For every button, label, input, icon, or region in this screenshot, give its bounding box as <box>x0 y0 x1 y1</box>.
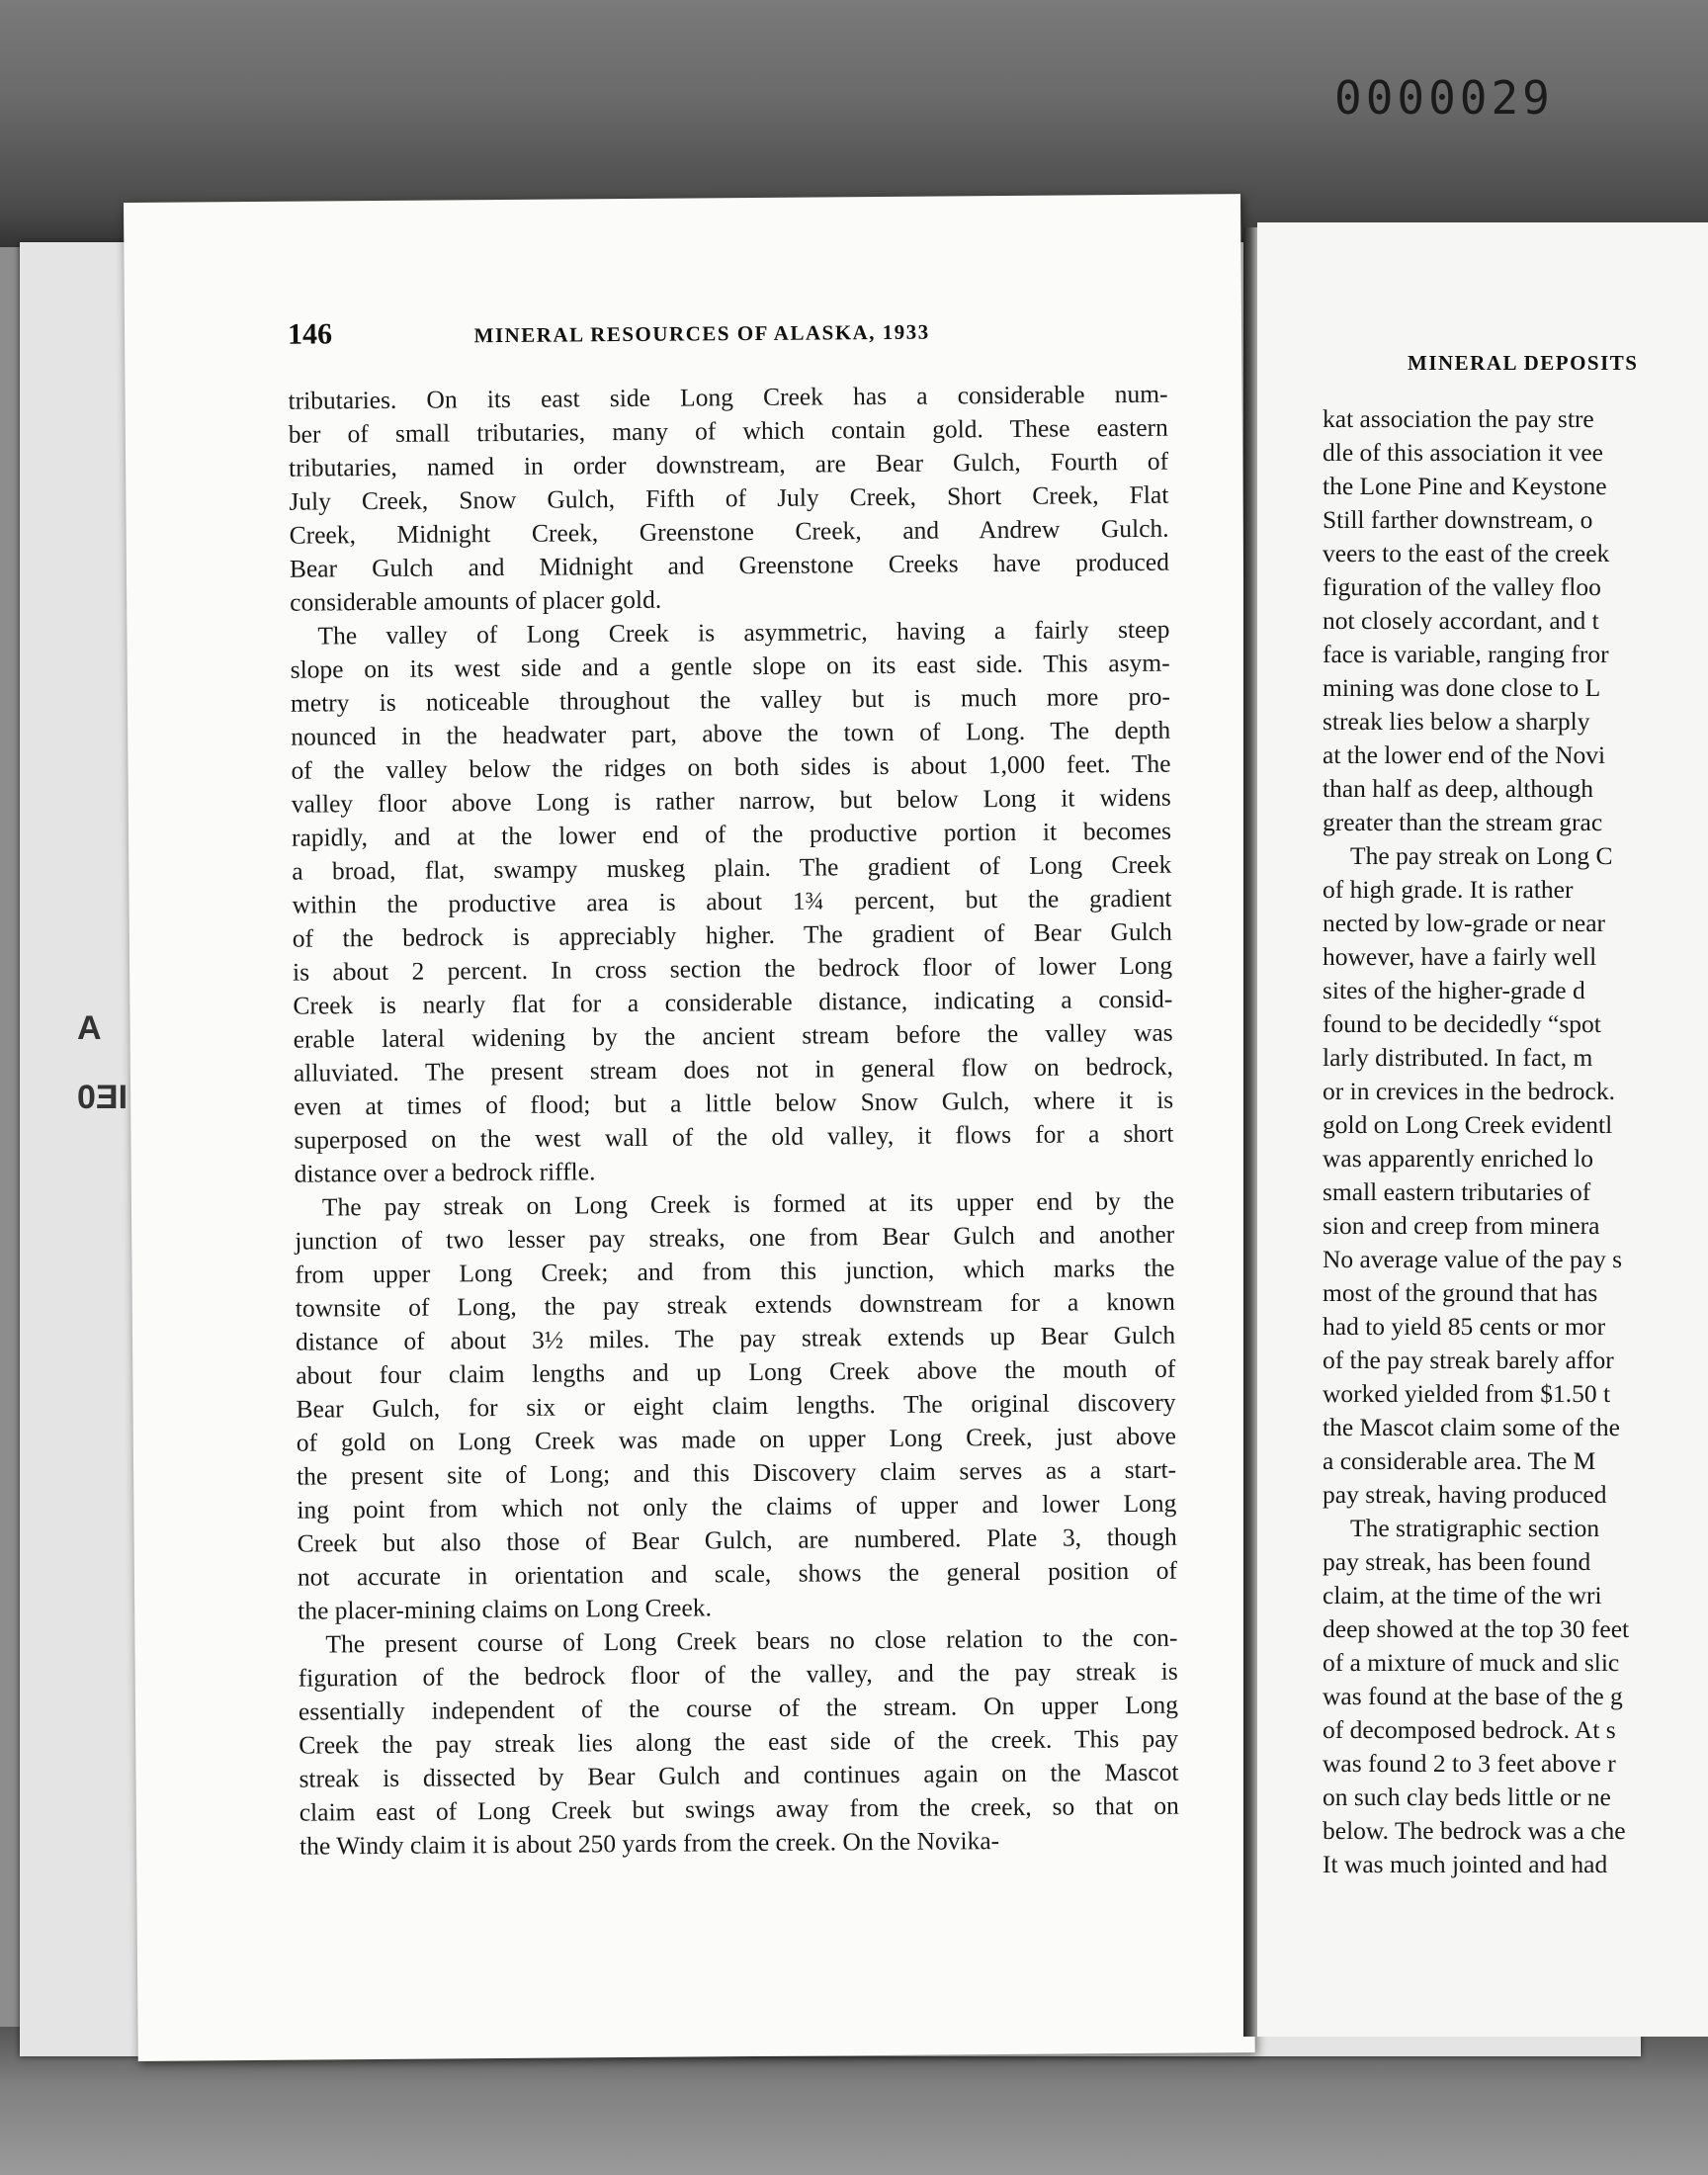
text-line: figuration of the valley floo <box>1323 572 1601 601</box>
text-line: erable lateral widening by the ancient stream before the valley was <box>293 1017 1173 1054</box>
text-line: sites of the higher-grade d <box>1323 976 1585 1004</box>
text-line: at the lower end of the Novi <box>1323 740 1606 769</box>
scan-id-number: 0000029 <box>1334 71 1554 125</box>
text-line: rapidly, and at the lower end of the productive portion it becomes <box>291 816 1172 852</box>
text-line: of a mixture of muck and slic <box>1323 1648 1620 1677</box>
margin-mark: 0ƎI <box>77 1079 128 1116</box>
text-line: even at times of flood; but a little below Snow Gulch, where it is <box>294 1085 1174 1121</box>
text-line: mining was done close to L <box>1323 673 1601 702</box>
text-line: July Creek, Snow Gulch, Fifth of July Creek, Short Creek, Flat <box>289 479 1169 516</box>
text-line: about four claim lengths and up Long Creek above the mouth of <box>296 1353 1176 1390</box>
text-line: on such clay beds little or ne <box>1323 1783 1611 1811</box>
text-line: essentially independent of the course of the stream. On upper Long <box>298 1690 1179 1726</box>
left-running-head: MINERAL RESOURCES OF ALASKA, 1933 <box>473 319 930 348</box>
text-line: It was much jointed and had <box>1323 1850 1608 1878</box>
text-line: sion and creep from minera <box>1323 1211 1600 1240</box>
text-line: or in crevices in the bedrock. <box>1323 1077 1615 1105</box>
paragraph <box>290 613 1174 1191</box>
text-line: Creek the pay streak lies along the east side of the creek. This pay <box>299 1723 1179 1760</box>
text-line: nounced in the headwater part, above the town of Long. The depth <box>291 715 1171 751</box>
text-line: distance of about 3½ miles. The pay streak extends up Bear Gulch <box>295 1320 1176 1356</box>
text-line: Creek is nearly flat for a considerable distance, indicating a consid- <box>293 984 1173 1020</box>
text-line: of the bedrock is appreciably higher. The gradient of Bear Gulch <box>292 916 1172 953</box>
text-line: Creek, Midnight Creek, Greenstone Creek, and Andrew Gulch. <box>289 513 1169 550</box>
text-line: claim, at the time of the wri <box>1323 1581 1602 1610</box>
text-line: metry is noticeable throughout the valley but is much more pro- <box>290 681 1171 718</box>
text-line: of gold on Long Creek was made on upper Long Creek, just above <box>296 1421 1176 1457</box>
right-running-head: MINERAL DEPOSITS <box>1408 351 1639 375</box>
text-line: worked yielded from $1.50 t <box>1323 1379 1611 1408</box>
text-line: found to be decidedly “spot <box>1323 1009 1601 1038</box>
text-line: streak lies below a sharply <box>1323 707 1590 736</box>
left-page <box>124 194 1255 2061</box>
text-line: a broad, flat, swampy muskeg plain. The gradient of Long Creek <box>292 849 1172 886</box>
text-line: small eastern tributaries of <box>1323 1177 1591 1206</box>
text-line: townsite of Long, the pay streak extends downstream for a known <box>295 1286 1175 1323</box>
text-line: of decomposed bedrock. At s <box>1323 1715 1616 1744</box>
text-line: the Lone Pine and Keystone <box>1323 472 1607 500</box>
left-running-head-row <box>288 313 930 352</box>
text-line: Creek but also those of Bear Gulch, are numbered. Plate 3, though <box>297 1522 1177 1558</box>
text-line: of high grade. It is rather <box>1323 875 1574 904</box>
text-line: veers to the east of the creek <box>1323 539 1610 567</box>
text-line: junction of two lesser pay streaks, one from Bear Gulch and another <box>295 1219 1175 1256</box>
text-line: the placer-mining claims on Long Creek. <box>298 1593 712 1625</box>
text-line: nected by low-grade or near <box>1323 909 1606 937</box>
text-line: figuration of the bedrock floor of the valley, and the pay streak is <box>298 1656 1178 1693</box>
text-line: was apparently enriched lo <box>1323 1144 1594 1173</box>
text-line: than half as deep, although <box>1323 774 1594 803</box>
text-line: pay streak, has been found <box>1323 1547 1591 1576</box>
paragraph <box>288 378 1169 620</box>
text-line: pay streak, having produced <box>1323 1480 1607 1509</box>
text-line: The pay streak on Long C <box>1350 841 1613 870</box>
text-line: however, have a fairly well <box>1323 942 1597 971</box>
text-line: of the pay streak barely affor <box>1323 1346 1614 1374</box>
text-line: below. The bedrock was a che <box>1323 1816 1626 1845</box>
right-body-text <box>1323 402 1708 1881</box>
text-line: had to yield 85 cents or mor <box>1323 1312 1606 1341</box>
text-line: Bear Gulch and Midnight and Greenstone Creeks have produced <box>289 547 1169 583</box>
text-line: from upper Long Creek; and from this junction, which marks the <box>295 1253 1175 1289</box>
text-line: not accurate in orientation and scale, shows the general position of <box>297 1555 1178 1592</box>
text-line: Still farther downstream, o <box>1323 505 1593 534</box>
text-line: ber of small tributaries, many of which contain gold. These eastern <box>288 412 1168 449</box>
text-line: is about 2 percent. In cross section the bedrock floor of lower Long <box>293 950 1173 987</box>
text-line: not closely accordant, and t <box>1323 606 1599 635</box>
paragraph <box>298 1621 1179 1864</box>
left-body-text <box>288 378 1179 1864</box>
text-line: larly distributed. In fact, m <box>1323 1043 1593 1072</box>
text-line: The pay streak on Long Creek is formed at its upper end by the <box>321 1185 1175 1222</box>
text-line: valley floor above Long is rather narrow, but below Long it widens <box>291 782 1171 819</box>
text-line: tributaries, named in order downstream, are Bear Gulch, Fourth of <box>288 446 1169 482</box>
text-line: The stratigraphic section <box>1350 1514 1600 1542</box>
text-line: The present course of Long Creek bears no close relation to the con- <box>325 1622 1178 1659</box>
text-line: considerable amounts of placer gold. <box>290 584 662 617</box>
text-line: distance over a bedrock riffle. <box>294 1157 596 1188</box>
text-line: No average value of the pay s <box>1323 1245 1623 1273</box>
margin-mark: A <box>77 1009 102 1047</box>
text-line: the Mascot claim some of the <box>1323 1413 1620 1441</box>
text-line: the present site of Long; and this Discovery claim serves as a start- <box>297 1454 1177 1491</box>
text-line: streak is dissected by Bear Gulch and continues again on the Mascot <box>299 1757 1179 1793</box>
text-line: was found at the base of the g <box>1323 1682 1623 1710</box>
text-line: was found 2 to 3 feet above r <box>1323 1749 1616 1778</box>
text-line: deep showed at the top 30 feet <box>1323 1614 1630 1643</box>
text-line: the Windy claim it is about 250 yards from the creek. On the Novika- <box>299 1826 1000 1861</box>
text-line: The valley of Long Creek is asymmetric, having a fairly steep <box>317 614 1170 651</box>
text-line: gold on Long Creek evidentl <box>1323 1110 1613 1139</box>
page-number: 146 <box>287 317 333 351</box>
text-line: a considerable area. The M <box>1323 1446 1596 1475</box>
text-line: of the valley below the ridges on both sides is about 1,000 feet. The <box>291 748 1171 785</box>
text-line: face is variable, ranging fror <box>1323 640 1609 668</box>
text-line: slope on its west side and a gentle slope on its east side. This asym- <box>290 648 1170 684</box>
book-gutter <box>1243 227 1257 2037</box>
paragraph <box>295 1184 1177 1628</box>
text-line: superposed on the west wall of the old valley, it flows for a short <box>294 1118 1174 1155</box>
text-line: within the productive area is about 1¾ percent, but the gradient <box>292 883 1172 919</box>
text-line: alluviated. The present stream does not in general flow on bedrock, <box>293 1051 1174 1088</box>
text-line: claim east of Long Creek but swings away from the creek, so that on <box>299 1790 1179 1827</box>
text-line: dle of this association it vee <box>1323 438 1603 467</box>
right-page <box>1257 222 1708 2037</box>
text-line: kat association the pay stre <box>1323 404 1594 433</box>
text-line: most of the ground that has <box>1323 1278 1598 1307</box>
text-line: ing point from which not only the claims of upper and lower Long <box>297 1488 1177 1524</box>
margin-marks <box>77 994 128 1132</box>
text-line: tributaries. On its east side Long Creek has a considerable num- <box>288 379 1168 415</box>
text-line: greater than the stream grac <box>1323 808 1603 836</box>
text-line: Bear Gulch, for six or eight claim lengths. The original discovery <box>296 1387 1176 1424</box>
